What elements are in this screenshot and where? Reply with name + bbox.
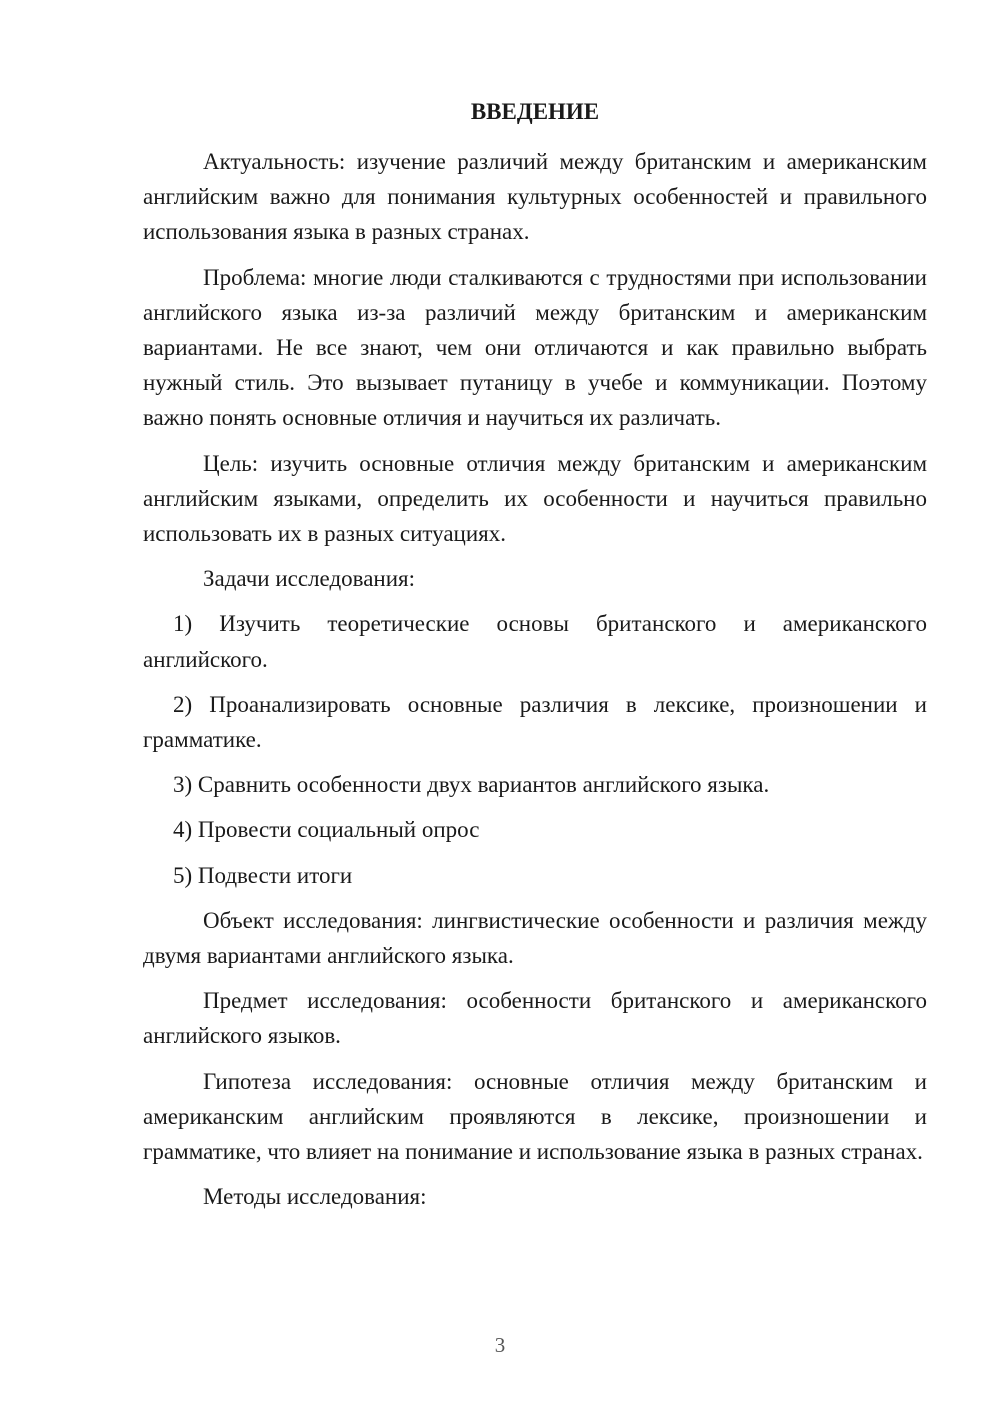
paragraph-goal: Цель: изучить основные отличия между британским и американским английским языками, определить их особенности и научиться правильно использовать их в разных ситуациях.	[143, 450, 927, 547]
methods-heading: Методы исследования:	[203, 1184, 427, 1210]
task-item-4: 4) Провести социальный опрос	[173, 817, 480, 843]
task-item-3: 3) Сравнить особенности двух вариантов английского языка.	[173, 772, 770, 798]
tasks-heading: Задачи исследования:	[203, 566, 416, 592]
paragraph-relevance: Актуальность: изучение различий между британским и американским английским важно для понимания культурных особенностей и правильного использования языка в разных странах.	[143, 149, 927, 245]
section-title: ВВЕДЕНИЕ	[470, 99, 600, 124]
paragraph-hypothesis: Гипотеза исследования: основные отличия между британским и американским английским проявляются в лексике, произношении и грамматике, что влияет на понимание и использование языка в разных странах.	[143, 1068, 927, 1165]
paragraph-object: Объект исследования: лингвистические особенности и различия между двумя вариантами английского языка.	[143, 907, 927, 969]
task-item-2: 2) Проанализировать основные различия в лексике, произношении и грамматике.	[143, 691, 927, 753]
document-page	[143, 94, 927, 1224]
task-item-5: 5) Подвести итоги	[173, 862, 353, 888]
paragraph-subject: Предмет исследования: особенности британского и американского английского языков.	[143, 988, 927, 1049]
paragraph-problem: Проблема: многие люди сталкиваются с трудностями при использовании английского языка из-за различий между британским и американским вариантами. Не все знают, чем они отличаются и как правильно выбрать нужный стиль. Это вызывает путаницу в учебе и коммуникации. Поэтому важно понять основные отличия и научиться их различать.	[143, 264, 927, 431]
task-item-1: 1) Изучить теоретические основы британского и американского английского.	[143, 611, 927, 672]
page-number: 3	[494, 1333, 506, 1357]
